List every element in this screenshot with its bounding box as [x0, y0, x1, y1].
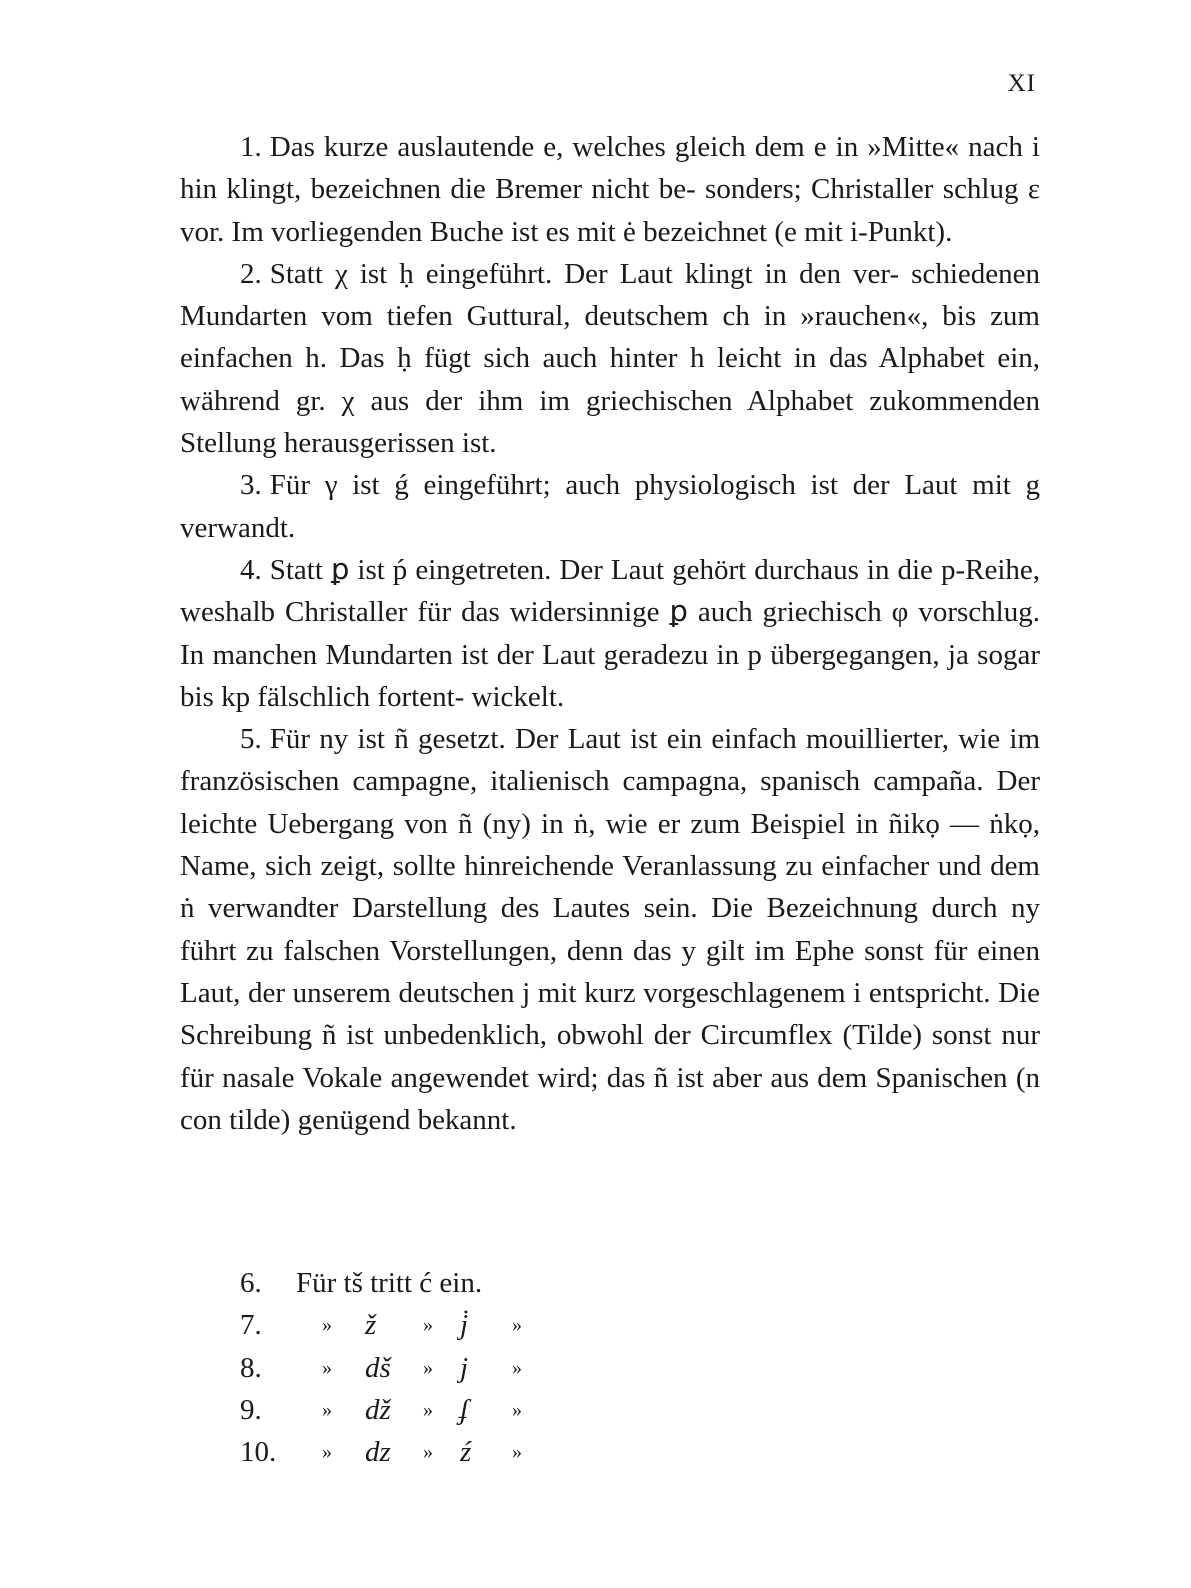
ditto-mark: »: [423, 1356, 433, 1379]
paragraph-text: Das kurze auslautende e, welches gleich dem e in »Mitte« nach i hin klingt, bezeichnen die Bremer nicht be- sonders; Christaller schlug ε vor. Im vorliegenden Buche ist es mit ė bezeichnet (e mit i-Punkt).: [180, 131, 1040, 248]
paragraph-text: Statt ꝑ ist ṕ eingetreten. Der Laut gehört durchaus in die p-Reihe, weshalb Christaller für das widersinnige ꝑ auch griechisch φ vorschlug. In manchen Mundarten ist der Laut geradezu in p übergegangen, ja sogar bis kp fälschlich fortent- wickelt.: [180, 553, 1040, 713]
ditto-mark: »: [423, 1314, 433, 1337]
paragraph-number: 4.: [240, 553, 262, 586]
ditto-mark: »: [322, 1441, 332, 1464]
list-item-9: [240, 1389, 522, 1431]
new-letter: ʄ: [460, 1393, 469, 1426]
page-number: XI: [1007, 70, 1036, 97]
list-number: 9.: [240, 1393, 262, 1426]
list-number: 7.: [240, 1309, 262, 1342]
ditto-mark: »: [512, 1441, 522, 1464]
ditto-mark: »: [322, 1314, 332, 1337]
list-number: 6.: [240, 1267, 262, 1299]
ditto-mark: »: [322, 1398, 332, 1421]
ditto-mark: »: [423, 1441, 433, 1464]
list-number: 8.: [240, 1351, 262, 1384]
paragraph-3: [180, 464, 1040, 549]
paragraph-number: 1.: [240, 131, 262, 163]
paragraph-text: Für γ ist ǵ eingeführt; auch physiologisch ist der Laut mit g verwandt.: [180, 469, 1040, 544]
list-item-6: [240, 1262, 482, 1304]
paragraph-2: [180, 253, 1040, 464]
old-letter: ž: [365, 1309, 377, 1342]
ditto-mark: »: [512, 1314, 522, 1337]
old-letter: dz: [365, 1436, 391, 1469]
new-letter: j̇: [460, 1309, 469, 1342]
list-item-10: [240, 1431, 522, 1473]
old-letter: dš: [365, 1351, 391, 1384]
paragraph-text: Für ny ist ñ gesetzt. Der Laut ist ein einfach mouillierter, wie im französischen campagne, italienisch campagna, spanisch campaña. Der leichte Uebergang von ñ (ny) in ṅ, wie er zum Beispiel in ñikọ — ṅkọ, Name, sich zeigt, sollte hinreichende Veranlassung zu einfacher und dem ṅ verwandter Darstellung des Lautes sein. Die Bezeichnung durch ny führt zu falschen Vorstellungen, denn das y gilt im Ephe sonst für einen Laut, der unserem deutschen j mit kurz vorgeschlagenem i entspricht. Die Schreibung ñ ist unbedenklich, obwohl der Circumflex (Tilde) sonst nur für nasale Vokale angewendet wird; das ñ ist aber aus dem Spanischen (n con tilde) genügend bekannt.: [180, 723, 1040, 1136]
ditto-mark: »: [512, 1356, 522, 1379]
list-text: Für tš tritt ć ein.: [296, 1267, 483, 1299]
new-letter: ź: [460, 1436, 472, 1469]
main-text: [180, 126, 1040, 1141]
paragraph-number: 2.: [240, 257, 262, 290]
paragraph-1: [180, 126, 1040, 253]
ditto-mark: »: [423, 1398, 433, 1421]
new-letter: j: [460, 1351, 469, 1384]
old-letter: dž: [365, 1393, 391, 1426]
paragraph-5: [180, 718, 1040, 1141]
paragraph-number: 5.: [240, 723, 262, 756]
paragraph-number: 3.: [240, 469, 262, 502]
list-item-8: [240, 1347, 522, 1389]
paragraph-text: Statt χ ist ḥ eingeführt. Der Laut klingt in den ver- schiedenen Mundarten vom tiefen Guttural, deutschem ch in »rauchen«, bis zum einfachen h. Das ḥ fügt sich auch hinter h leicht in das Alphabet ein, während gr. χ aus der ihm im griechischen Alphabet zukommenden Stellung herausgerissen ist.: [180, 257, 1040, 460]
paragraph-4: [180, 549, 1040, 718]
ditto-mark: »: [322, 1356, 332, 1379]
list-number: 10.: [240, 1436, 277, 1469]
ditto-mark: »: [512, 1398, 522, 1421]
list-item-7: [240, 1304, 522, 1346]
substitution-list: [240, 1262, 522, 1473]
